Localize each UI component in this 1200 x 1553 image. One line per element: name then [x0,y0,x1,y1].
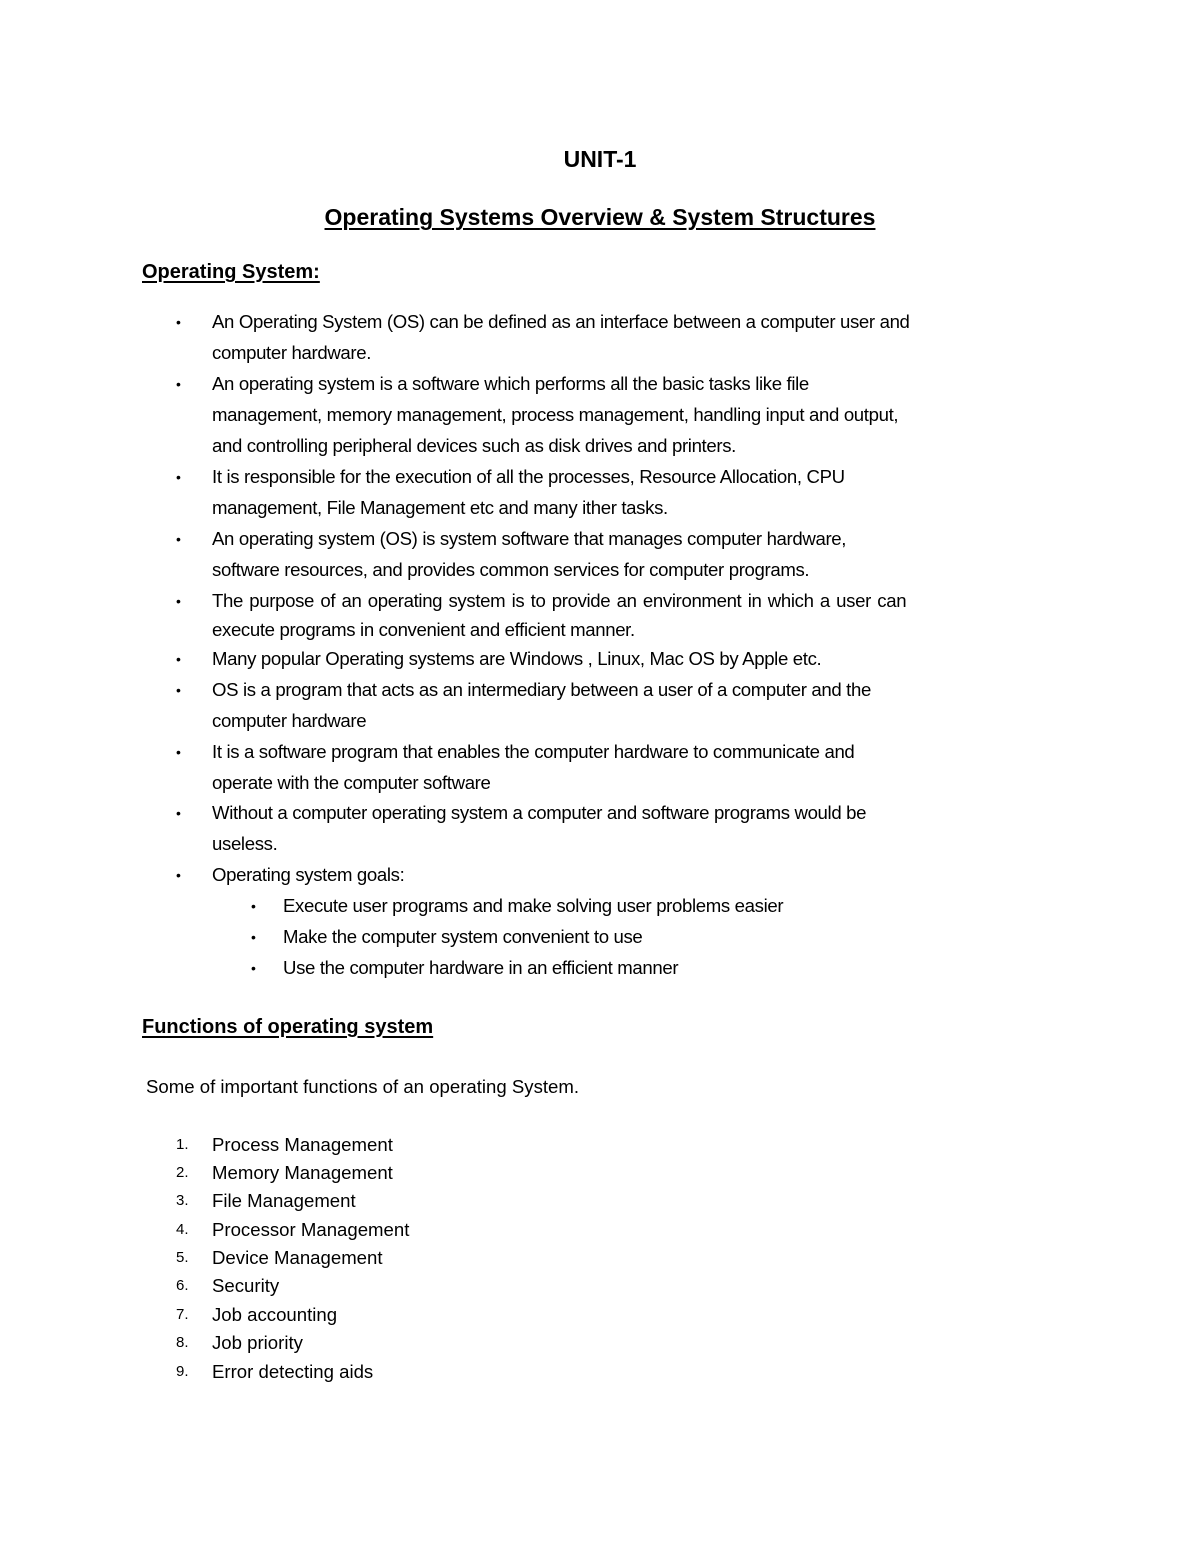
section-heading-operating-system: Operating System: [142,261,320,283]
list-item [0,1132,1200,1158]
bullet-text: Operating system goals: [212,864,405,885]
list-item-text: Device Management [212,1247,383,1268]
bullet-icon: • [176,376,181,392]
list-item-text: Job accounting [212,1304,338,1325]
bullet-text: It is a software program that enables the computer hardware to communicate and [212,741,855,762]
bullet-text: OS is a program that acts as an intermediary between a user of a computer and the [212,679,871,700]
list-number: 3. [176,1192,189,1209]
bullet-text: management, File Management etc and many ither tasks. [212,497,668,518]
bullet-icon: • [176,682,181,698]
bullet-text: The purpose of an operating system is to provide an environment in which a user can [212,590,907,611]
sub-bullet-text: Execute user programs and make solving user problems easier [283,895,784,916]
section-heading-functions: Functions of operating system [142,1016,434,1038]
bullet-text: and controlling peripheral devices such as disk drives and printers. [212,435,736,456]
bullet-text: An Operating System (OS) can be defined as an interface between a computer user and [212,311,910,332]
list-item-text: Error detecting aids [212,1361,374,1382]
sub-bullet-text: Make the computer system convenient to use [283,926,643,947]
list-item-text: Process Management [212,1134,393,1155]
list-item [0,1359,1200,1385]
bullet-icon: • [176,531,181,547]
list-number: 9. [176,1363,189,1380]
list-number: 1. [176,1136,189,1153]
list-item-text: File Management [212,1190,356,1211]
unit-title: UNIT-1 [563,146,637,172]
list-item [0,1302,1200,1328]
list-item-text: Job priority [212,1332,303,1353]
list-number: 5. [176,1249,189,1266]
bullet-text: It is responsible for the execution of all the processes, Resource Allocation, CPU [212,466,845,487]
bullet-text: useless. [212,833,278,854]
list-number: 2. [176,1164,189,1181]
sub-bullet-icon: • [251,898,256,914]
bullet-text: software resources, and provides common services for computer programs. [212,559,810,580]
list-item [0,1330,1200,1356]
page-title: Operating Systems Overview & System Structures [324,204,876,230]
bullet-text: computer hardware. [212,342,372,363]
list-item [0,1160,1200,1186]
list-number: 8. [176,1334,189,1351]
functions-intro-text: Some of important functions of an operating System. [146,1076,580,1097]
list-item [0,1217,1200,1243]
bullet-icon: • [176,469,181,485]
list-item [0,1245,1200,1271]
bullet-text: execute programs in convenient and efficient manner. [212,619,635,640]
list-item [0,1273,1200,1299]
list-item-text: Processor Management [212,1219,410,1240]
list-item-text: Memory Management [212,1162,393,1183]
list-item [0,1188,1200,1214]
bullet-icon: • [176,805,181,821]
bullet-icon: • [176,314,181,330]
bullet-icon: • [176,651,181,667]
bullet-text: Many popular Operating systems are Windows , Linux, Mac OS by Apple etc. [212,648,822,669]
sub-bullet-icon: • [251,929,256,945]
sub-bullet-text: Use the computer hardware in an efficient manner [283,957,679,978]
list-item-text: Security [212,1275,280,1296]
bullet-text: management, memory management, process management, handling input and output, [212,404,899,425]
bullet-icon: • [176,593,181,609]
bullet-text: An operating system (OS) is system software that manages computer hardware, [212,528,847,549]
bullet-text: An operating system is a software which performs all the basic tasks like file [212,373,809,394]
bullet-text: operate with the computer software [212,772,491,793]
bullet-text: Without a computer operating system a computer and software programs would be [212,802,867,823]
list-number: 7. [176,1306,189,1323]
bullet-icon: • [176,744,181,760]
sub-bullet-icon: • [251,960,256,976]
bullet-text: computer hardware [212,710,367,731]
list-number: 4. [176,1221,189,1238]
bullet-icon: • [176,867,181,883]
list-number: 6. [176,1277,189,1294]
